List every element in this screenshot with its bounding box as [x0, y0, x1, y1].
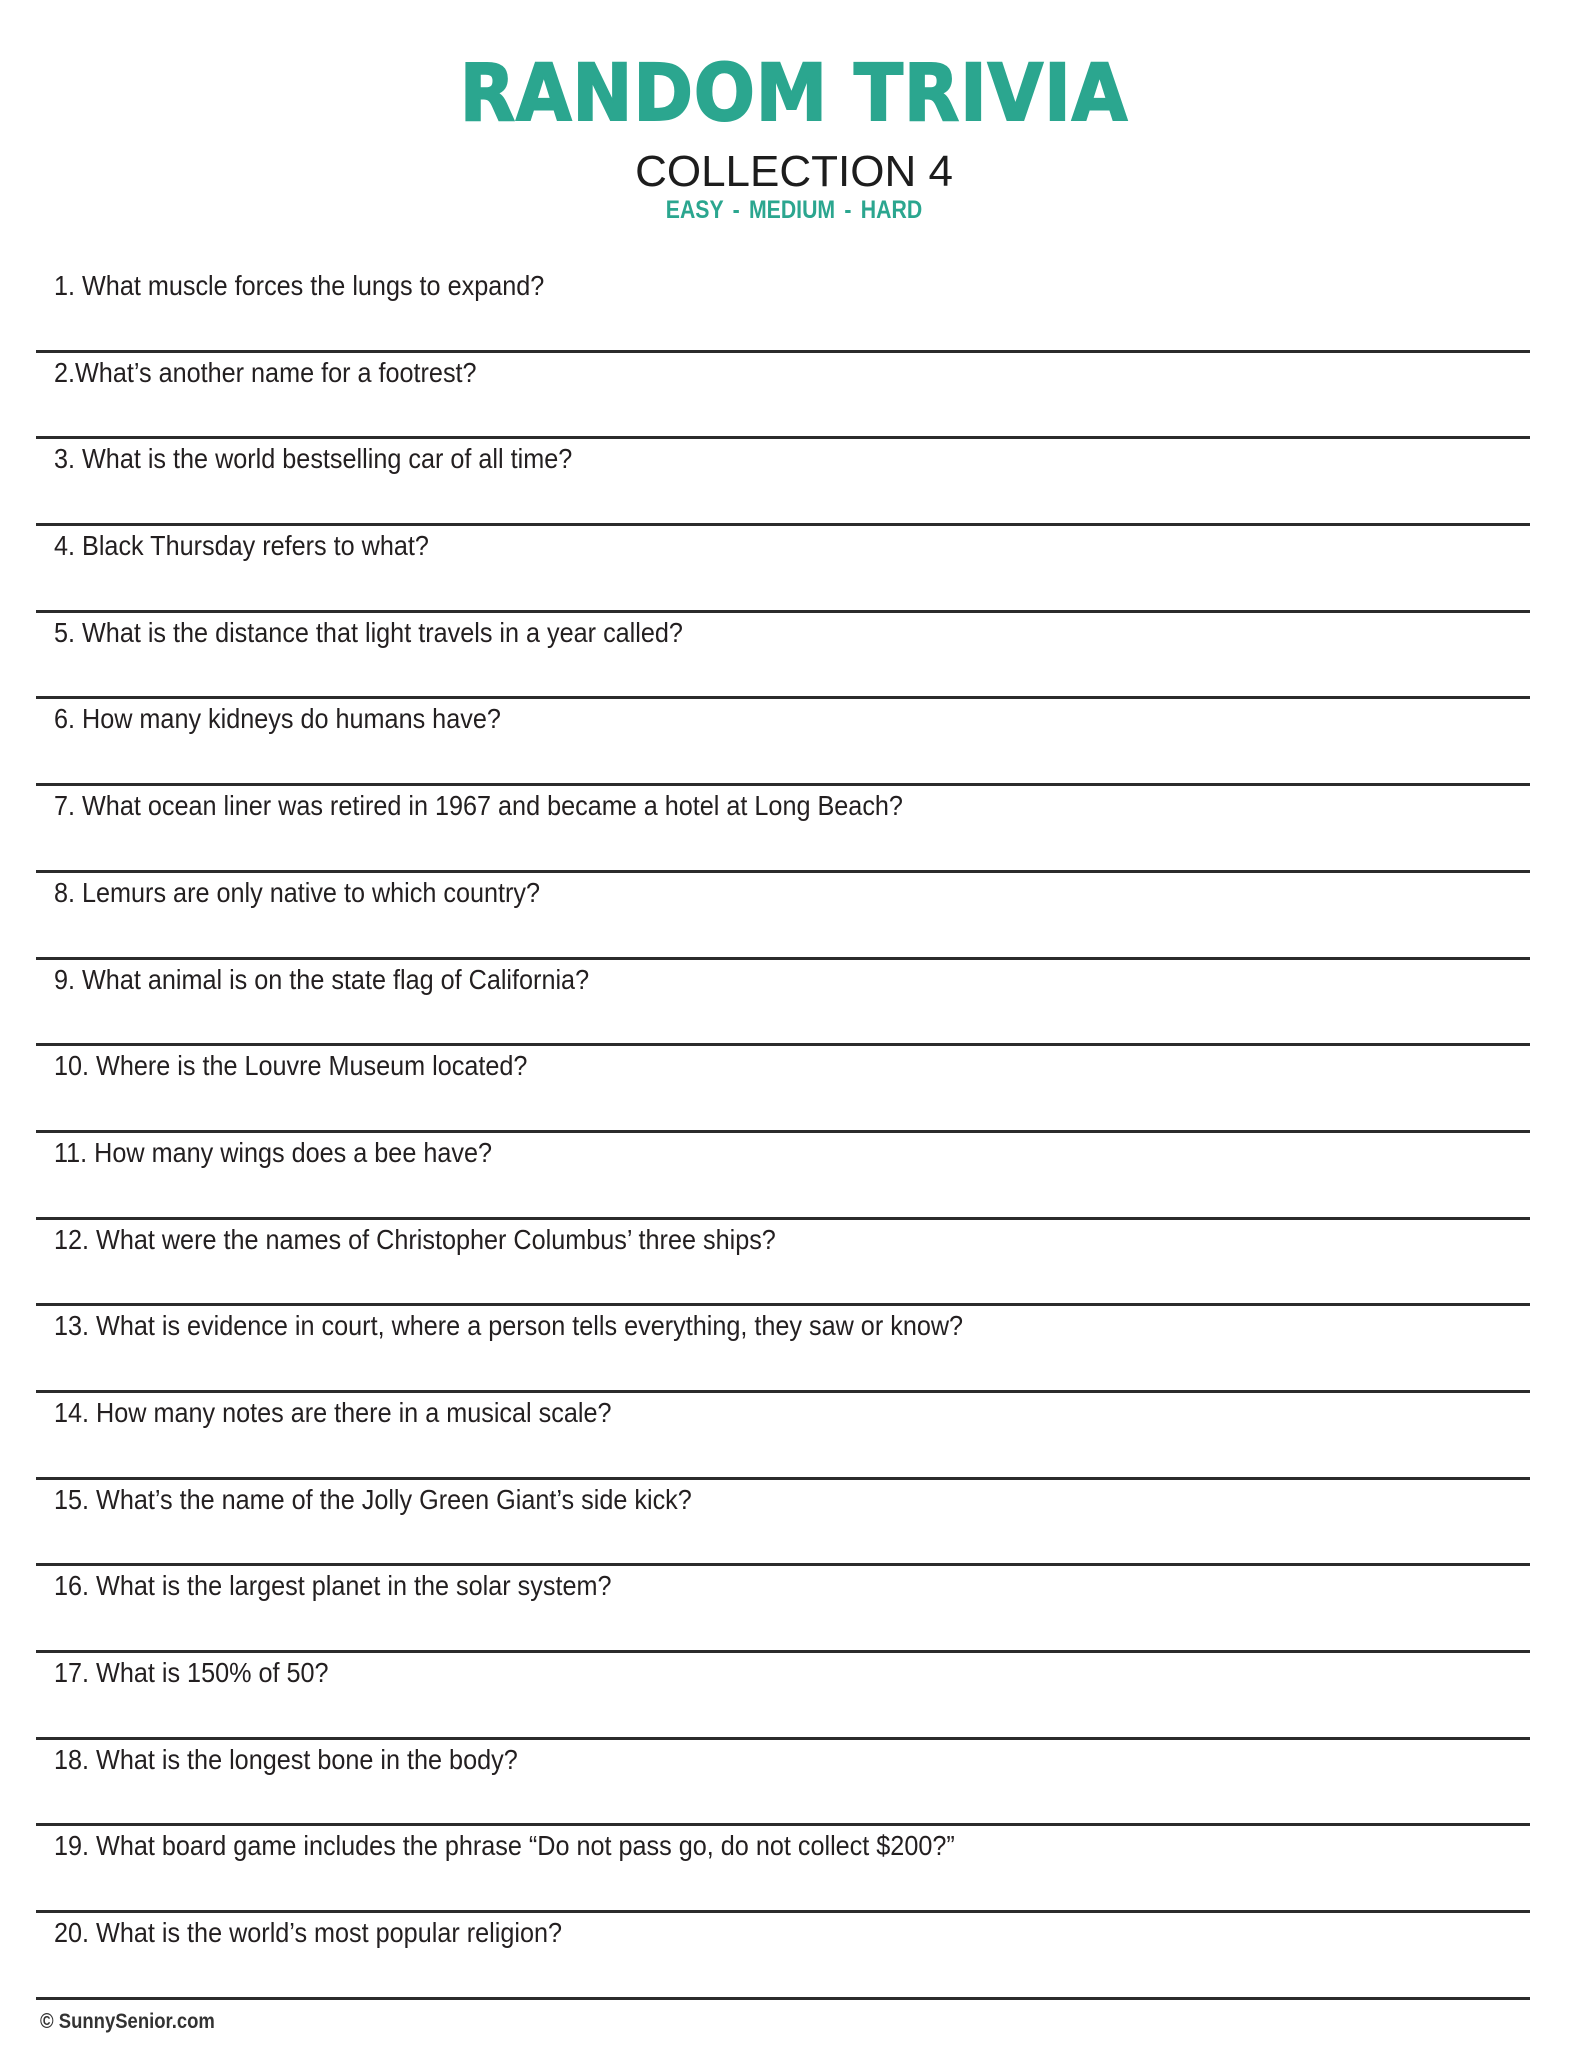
question-row	[36, 1133, 1530, 1220]
question-text: 16. What is the largest planet in the solar system?	[54, 1570, 612, 1602]
question-row	[36, 1913, 1530, 2000]
question-row	[36, 353, 1530, 440]
question-text: 1. What muscle forces the lungs to expand?	[54, 270, 545, 301]
question-text: 7. What ocean liner was retired in 1967 and became a hotel at Long Beach?	[54, 790, 903, 822]
question-text: 10. Where is the Louvre Museum located?	[54, 1050, 528, 1082]
question-text: 8. Lemurs are only native to which country?	[54, 876, 541, 908]
question-row	[36, 960, 1530, 1047]
question-text: 5. What is the distance that light travels in a year called?	[54, 616, 683, 648]
question-text: 4. Black Thursday refers to what?	[54, 530, 429, 562]
question-row	[36, 266, 1530, 353]
question-row	[36, 699, 1530, 786]
question-text: 19. What board game includes the phrase “Do not pass go, do not collect $200?”	[54, 1830, 955, 1862]
question-row	[36, 1393, 1530, 1480]
question-row	[36, 1046, 1530, 1133]
question-text: 18. What is the longest bone in the body?	[54, 1743, 518, 1775]
copyright-footer: © SunnySenior.com	[40, 2010, 215, 2033]
question-row	[36, 526, 1530, 613]
question-text: 11. How many wings does a bee have?	[54, 1136, 493, 1168]
question-text: 6. How many kidneys do humans have?	[54, 703, 501, 735]
difficulty-levels: EASY - MEDIUM - HARD	[665, 196, 923, 224]
question-row	[36, 1306, 1530, 1393]
question-text: 15. What’s the name of the Jolly Green Giant’s side kick?	[54, 1483, 692, 1515]
question-text: 2.What’s another name for a footrest?	[54, 356, 477, 388]
question-text: 14. How many notes are there in a musical scale?	[54, 1396, 612, 1428]
question-row	[36, 1480, 1530, 1567]
question-row	[36, 1220, 1530, 1307]
question-row	[36, 786, 1530, 873]
question-list	[36, 266, 1530, 2000]
question-row	[36, 873, 1530, 960]
question-row	[36, 1566, 1530, 1653]
question-row	[36, 1826, 1530, 1913]
question-text: 9. What animal is on the state flag of California?	[54, 963, 590, 995]
question-row	[36, 1740, 1530, 1827]
collection-subtitle: COLLECTION 4	[635, 147, 953, 196]
question-row	[36, 613, 1530, 700]
question-row	[36, 1653, 1530, 1740]
question-text: 3. What is the world bestselling car of all time?	[54, 443, 573, 475]
question-text: 17. What is 150% of 50?	[54, 1657, 329, 1688]
question-text: 12. What were the names of Christopher Columbus’ three ships?	[54, 1223, 776, 1255]
question-text: 13. What is evidence in court, where a person tells everything, they saw or know?	[54, 1310, 964, 1342]
question-text: 20. What is the world’s most popular religion?	[54, 1917, 562, 1949]
question-row	[36, 439, 1530, 526]
page-title: RANDOM TRIVIA	[459, 49, 1129, 139]
